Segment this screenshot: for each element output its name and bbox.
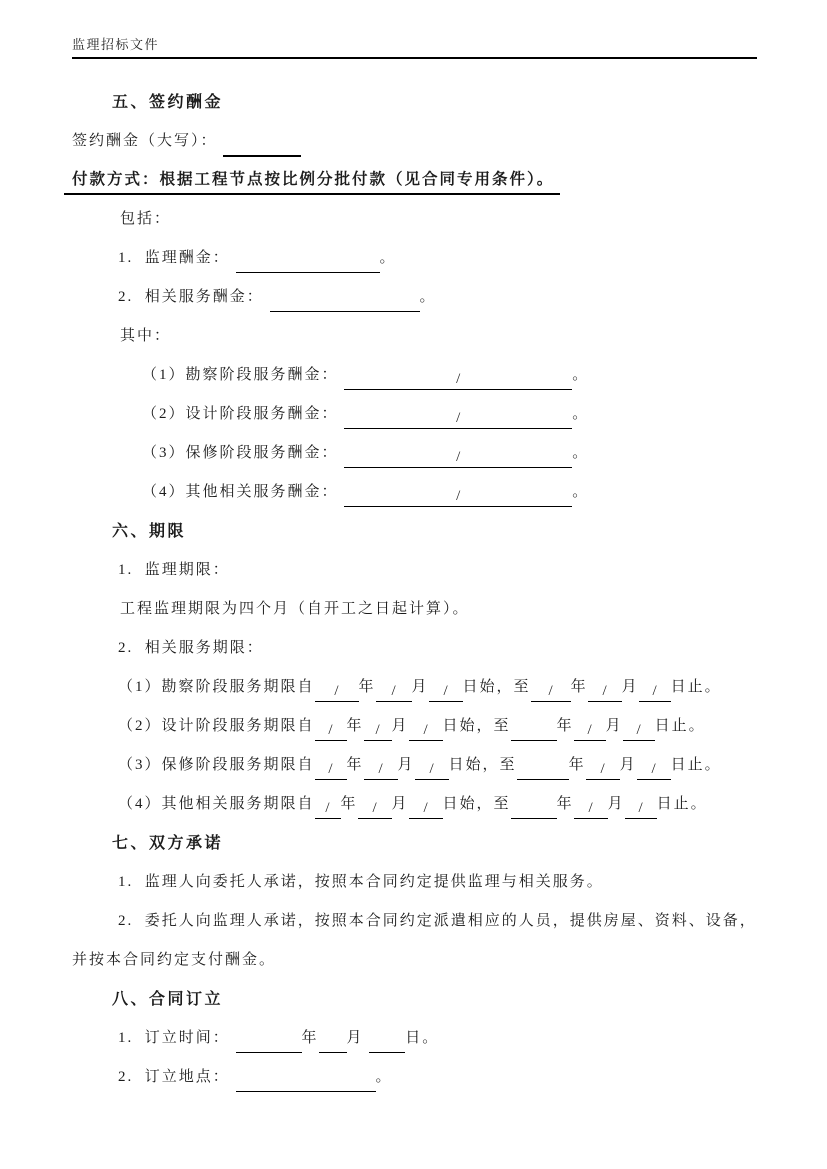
text-run: 年 (556, 718, 574, 734)
text-run: 1. 监理酬金： (118, 250, 236, 266)
blank-field: / (344, 369, 572, 390)
text-run: 日始，至 (442, 796, 511, 812)
blank-field: / (364, 720, 392, 741)
blank-field: / (344, 486, 572, 507)
section-heading (112, 824, 757, 863)
text-run: 。 (375, 1069, 393, 1085)
blank-field (319, 1032, 347, 1053)
doc-line (118, 278, 757, 317)
text-run: 八、合同订立 (112, 991, 224, 1008)
blank-field: / (376, 681, 412, 702)
text-run: 。 (572, 484, 590, 500)
doc-line (142, 356, 757, 395)
text-run: 付款方式：根据工程节点按比例分批付款（见合同专用条件）。 (64, 169, 560, 195)
text-run: 年 (346, 718, 364, 734)
blank-field: / (623, 720, 655, 741)
blank-field: / (574, 798, 608, 819)
blank-field: / (639, 681, 671, 702)
doc-line (120, 317, 757, 356)
blank-field (511, 798, 557, 819)
blank-field: / (315, 759, 347, 780)
text-run: （3）保修阶段服务酬金： (142, 445, 345, 461)
text-run: 日。 (405, 1030, 440, 1046)
blank-field: / (586, 759, 620, 780)
text-run: 其中： (120, 328, 172, 344)
doc-line (72, 122, 757, 161)
text-run: 签约酬金（大写）： (72, 133, 224, 149)
text-run: （2）设计阶段服务期限自 (118, 718, 315, 734)
text-run: 日始，至 (448, 757, 517, 773)
blank-field (270, 291, 420, 312)
blank-field: / (637, 759, 671, 780)
blank-field (236, 252, 380, 273)
text-run: 2. 相关服务期限： (118, 640, 264, 656)
doc-line (120, 200, 757, 239)
blank-field: / (625, 798, 657, 819)
text-run: 七、双方承诺 (112, 835, 224, 852)
blank-field: / (429, 681, 463, 702)
text-run: （4）其他相关服务期限自 (118, 796, 315, 812)
text-run: 日止。 (656, 796, 708, 812)
text-run: （1）勘察阶段服务酬金： (142, 367, 345, 383)
doc-line (72, 941, 757, 980)
text-run: 五、签约酬金 (112, 94, 224, 111)
text-run: 2. 委托人向监理人承诺，按照本合同约定派遣相应的人员，提供房屋、资料、设备， (118, 913, 757, 929)
blank-field: / (344, 447, 572, 468)
blank-field: / (344, 408, 572, 429)
blank-field (511, 720, 557, 741)
blank-field: / (358, 798, 392, 819)
doc-line (118, 629, 757, 668)
text-run: 。 (379, 250, 397, 266)
page-header-title: 监理招标文件 (72, 37, 160, 52)
text-run: 年 (340, 796, 358, 812)
doc-line (118, 239, 757, 278)
text-run: （4）其他相关服务酬金： (142, 484, 345, 500)
text-run: 日始，至 (462, 679, 531, 695)
text-run: 日止。 (670, 757, 722, 773)
doc-line (118, 746, 757, 785)
text-run: 月 (397, 757, 415, 773)
blank-field (369, 1032, 405, 1053)
text-run: 月 (391, 718, 409, 734)
section-heading (112, 980, 757, 1019)
document-body (72, 83, 757, 1097)
text-run: 年 (568, 757, 586, 773)
text-run: 月 (411, 679, 429, 695)
blank-field: / (409, 720, 443, 741)
blank-field (236, 1071, 376, 1092)
text-run: 。 (572, 406, 590, 422)
text-run: 年 (570, 679, 588, 695)
text-run: 工程监理期限为四个月（自开工之日起计算）。 (120, 601, 470, 617)
blank-field: / (574, 720, 606, 741)
section-heading (112, 512, 757, 551)
doc-line (118, 551, 757, 590)
doc-line (118, 1058, 757, 1097)
doc-line (118, 707, 757, 746)
blank-field: / (315, 720, 347, 741)
doc-line (120, 590, 757, 629)
blank-field: / (531, 681, 571, 702)
doc-line (118, 902, 757, 941)
text-run: 月 (619, 757, 637, 773)
page-header (72, 34, 757, 59)
blank-field: / (409, 798, 443, 819)
text-run: 。 (572, 367, 590, 383)
text-run: 月 (605, 718, 623, 734)
doc-line (142, 395, 757, 434)
text-run: 。 (572, 445, 590, 461)
blank-field: / (588, 681, 622, 702)
text-run: 年 (301, 1030, 319, 1046)
doc-line (118, 1019, 757, 1058)
text-run: 年 (556, 796, 574, 812)
text-run: 月 (607, 796, 625, 812)
text-run: 月 (346, 1030, 370, 1046)
doc-line (142, 473, 757, 512)
text-run: （2）设计阶段服务酬金： (142, 406, 345, 422)
doc-line (118, 863, 757, 902)
text-run: 1. 订立时间： (118, 1030, 236, 1046)
text-run: 并按本合同约定支付酬金。 (72, 952, 277, 968)
text-run: 日始，至 (442, 718, 511, 734)
text-run: 六、期限 (112, 523, 187, 540)
section-heading (112, 83, 757, 122)
text-run: 1. 监理人向委托人承诺，按照本合同约定提供监理与相关服务。 (118, 874, 604, 890)
text-run: 年 (358, 679, 376, 695)
text-run: 月 (621, 679, 639, 695)
text-run: 2. 订立地点： (118, 1069, 236, 1085)
text-run: 1. 监理期限： (118, 562, 230, 578)
text-run: （3）保修阶段服务期限自 (118, 757, 315, 773)
doc-line (118, 668, 757, 707)
blank-field (223, 135, 301, 157)
blank-field: / (415, 759, 449, 780)
blank-field: / (364, 759, 398, 780)
blank-field: / (315, 681, 359, 702)
text-run: 日止。 (654, 718, 706, 734)
text-run: （1）勘察阶段服务期限自 (118, 679, 315, 695)
text-run: 。 (419, 289, 437, 305)
text-run: 包括： (120, 211, 172, 227)
text-run: 2. 相关服务酬金： (118, 289, 270, 305)
text-run: 月 (391, 796, 409, 812)
blank-field (517, 759, 569, 780)
text-run: 日止。 (670, 679, 722, 695)
blank-field (236, 1032, 302, 1053)
doc-line (118, 785, 757, 824)
blank-field: / (315, 798, 341, 819)
doc-line (142, 434, 757, 473)
text-run: 年 (346, 757, 364, 773)
doc-line (64, 161, 757, 200)
